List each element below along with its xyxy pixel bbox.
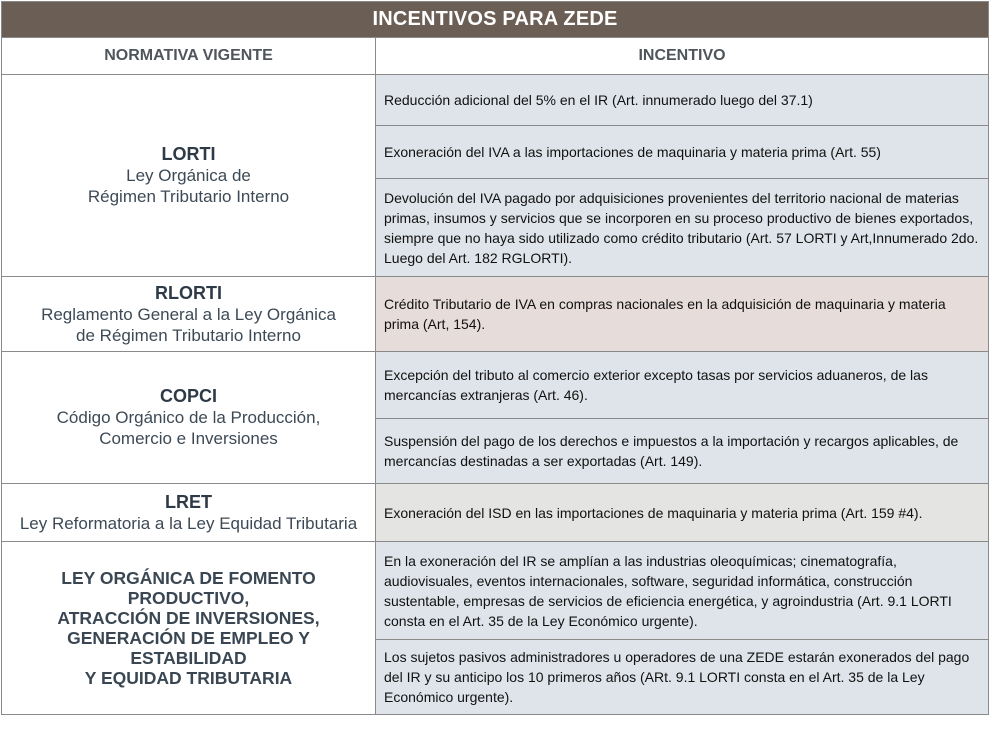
normativa-full-line: Reglamento General a la Ley Orgánica bbox=[41, 304, 336, 324]
incentive-cell: Exoneración del ISD en las importaciones de maquinaria y materia prima (Art. 159 #4). bbox=[376, 484, 989, 542]
incentive-cell: Devolución del IVA pagado por adquisiciones provenientes del territorio nacional de materias primas, insumos y servicios que se incorporen en su proceso productivo de bienes exportados, siempre que no haya sido utilizado como crédito tributario (Art. 57 LORTI y Art,Innumerado 2do. Luego del Art. 182 RGLORTI). bbox=[376, 179, 989, 277]
header-incentivo: INCENTIVO bbox=[376, 38, 989, 75]
table-title: INCENTIVOS PARA ZEDE bbox=[2, 2, 989, 38]
normativa-ley-fomento bbox=[2, 542, 376, 715]
normativa-title-line: ATRACCIÓN DE INVERSIONES, bbox=[57, 608, 320, 628]
normativa-lret bbox=[2, 484, 376, 542]
incentives-table bbox=[1, 1, 989, 715]
normativa-full-line: Ley Reformatoria a la Ley Equidad Tributaria bbox=[19, 513, 358, 533]
header-row bbox=[2, 38, 989, 75]
normativa-abbr: LRET bbox=[165, 491, 212, 512]
normativa-full-line: Ley Orgánica de bbox=[126, 166, 251, 185]
incentive-cell: Los sujetos pasivos administradores u operadores de una ZEDE estarán exonerados del pago del IR y su anticipo los 10 primeros años (ARt. 9.1 LORTI consta en el Art. 35 de la Ley Económico urgente). bbox=[376, 640, 989, 715]
normativa-full-line: Código Orgánico de la Producción, bbox=[56, 408, 321, 427]
normativa-full-line: Régimen Tributario Interno bbox=[87, 187, 290, 206]
table-row bbox=[2, 542, 989, 640]
normativa-abbr: LORTI bbox=[161, 144, 216, 164]
table-row bbox=[2, 75, 989, 126]
incentive-cell: En la exoneración del IR se amplían a las industrias oleoquímicas; cinematografía, audiovisuales, eventos internacionales, software, seguridad informática, construcción sustentable, empresas de servicios de eficiencia energética, y agroindustria (Art. 9.1 LORTI consta en el Art. 35 de la Ley Económico urgente). bbox=[376, 542, 989, 640]
incentive-cell: Exoneración del IVA a las importaciones de maquinaria y materia prima (Art. 55) bbox=[376, 126, 989, 179]
table-row bbox=[2, 484, 989, 542]
normativa-lorti bbox=[2, 75, 376, 277]
incentive-cell: Reducción adicional del 5% en el IR (Art. innumerado luego del 37.1) bbox=[376, 75, 989, 126]
incentive-cell: Crédito Tributario de IVA en compras nacionales en la adquisición de maquinaria y materia prima (Art, 154). bbox=[376, 277, 989, 352]
table-row bbox=[2, 352, 989, 419]
normativa-copci bbox=[2, 352, 376, 484]
normativa-abbr: COPCI bbox=[159, 386, 217, 406]
normativa-rlorti bbox=[2, 277, 376, 352]
incentive-cell: Suspensión del pago de los derechos e impuestos a la importación y recargos aplicables, de mercancías destinadas a ser exportadas (Art. 149). bbox=[376, 419, 989, 484]
normativa-title-line: LEY ORGÁNICA DE FOMENTO PRODUCTIVO, bbox=[61, 568, 316, 608]
normativa-title-line: Y EQUIDAD TRIBUTARIA bbox=[84, 668, 293, 688]
normativa-full-line: de Régimen Tributario Interno bbox=[76, 325, 301, 345]
table-row bbox=[2, 277, 989, 352]
title-row bbox=[2, 2, 989, 38]
normativa-abbr: RLORTI bbox=[155, 282, 222, 303]
incentive-cell: Excepción del tributo al comercio exterior excepto tasas por servicios aduaneros, de las mercancías extranjeras (Art. 46). bbox=[376, 352, 989, 419]
normativa-title-line: GENERACIÓN DE EMPLEO Y ESTABILIDAD bbox=[67, 628, 310, 668]
header-normativa: NORMATIVA VIGENTE bbox=[2, 38, 376, 75]
normativa-full-line: Comercio e Inversiones bbox=[99, 429, 278, 448]
